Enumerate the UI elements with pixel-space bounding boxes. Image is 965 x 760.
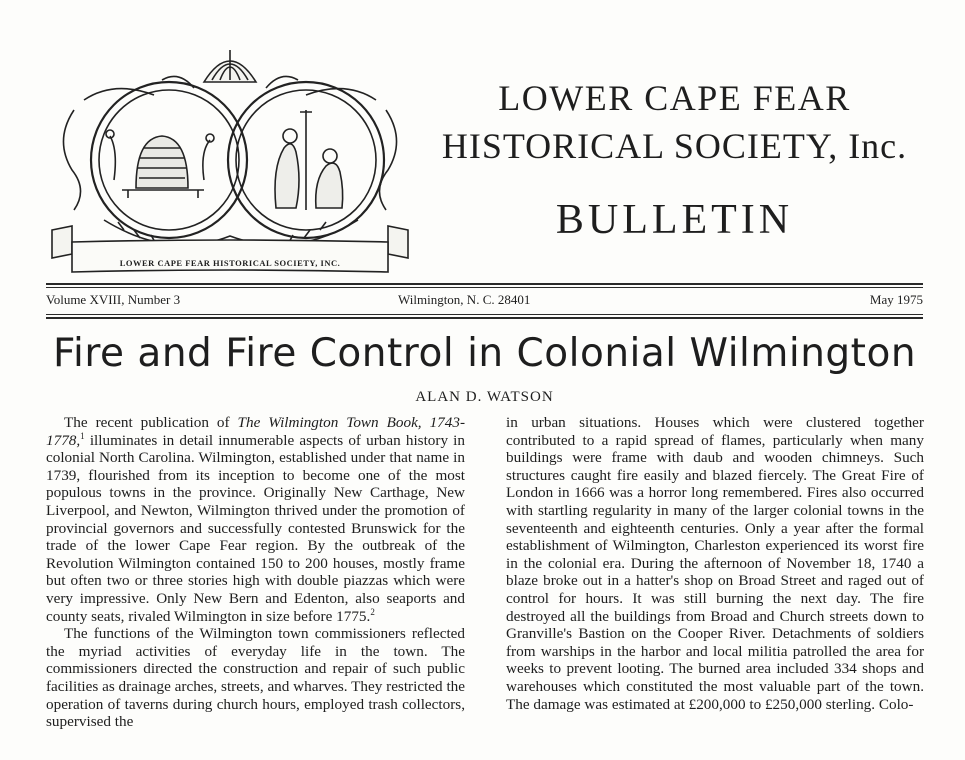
masthead-divider-top xyxy=(46,283,923,285)
issue-date: May 1975 xyxy=(869,292,923,307)
society-seal xyxy=(44,40,416,278)
book-title: The Wilmington Town Book, xyxy=(237,414,422,431)
publication-title: BULLETIN xyxy=(555,197,794,243)
seal-banner-text: LOWER CAPE FEAR HISTORICAL SOCIETY, INC. xyxy=(119,258,341,268)
book-years: 1743-1778, xyxy=(46,414,466,449)
organization-name-line2: HISTORICAL SOCIETY, Inc. xyxy=(441,126,908,166)
paragraph-body: illuminates in detail innumerable aspects of urban history in colonial North Carolina. Wilmington, established under that name in 1739, flourished from its inception to become one of the most populous towns in the province. Originally New Carthage, New Liverpool, and Newton, Wilmington thrived under the promotion of provincial governors and successfully contested Brunswick for the trade of the lower Cape Fear region. By the outbreak of the Revolution Wilmington contained 150 to 200 houses, mostly frame but often two or three stories high with double piazzas which were very impressive. Only New Bern and Edenton, also seaports and county seats, rivaled Wilmington in size before 1775. xyxy=(46,431,465,625)
issue-divider-thin xyxy=(46,314,923,315)
issue-info-bar xyxy=(46,292,923,310)
article-paragraph: in urban situations. Houses which were clustered together contributed to a rapid spread of flames, particularly when many buildings were frame with daub and wooden chimneys. Such structures caught fire easily and blazed fiercely. The Great Fire of London in 1666 was a horror long remembered. Fires also occurred with startling regularity in many of the larger colonial towns in the seventeenth and eighteenth centuries. Only a year after the formal establishment of Wilmington, Charleston experienced its worst fire in the colonial era. During the afternoon of November 18, 1740 a blaze broke out in a hatter's shop on Broad Street and raged out of control for hours. It was still burning the next day. The fire destroyed all the buildings from Broad and Church streets down to Granville's Bastion on the Cooper River. Detachments of soldiers from warships in the harbor and local militia patrolled the area for weeks to prevent looting. The burned area included 334 shops and warehouses which constituted the most valuable part of the town. The damage was estimated at £200,000 to £250,000 sterling. Colo- xyxy=(506,414,924,713)
paragraph-lead: The recent publication of xyxy=(64,414,238,431)
seal-emblem-icon xyxy=(44,40,416,278)
article-right-column xyxy=(506,414,924,713)
issue-divider xyxy=(46,317,923,319)
article-paragraph: The functions of the Wilmington town commissioners reflected the myriad activities of everyday life in the town. The commissioners directed the construction and repair of such public facilities as drainage arches, streets, and wharves. They restricted the operation of taverns during church hours, employed trash collectors, supervised the xyxy=(46,625,465,731)
footnote-marker: 1 xyxy=(80,430,85,441)
article-left-column xyxy=(46,414,465,731)
publication-place: Wilmington, N. C. 28401 xyxy=(398,292,531,307)
volume-number: Volume XVIII, Number 3 xyxy=(46,292,181,307)
masthead-divider-top-thin xyxy=(46,287,923,288)
masthead xyxy=(0,0,965,280)
footnote-marker: 2 xyxy=(370,606,375,617)
article-paragraph xyxy=(46,414,465,625)
article-title: Fire and Fire Control in Colonial Wilmington xyxy=(52,331,917,376)
article-author: ALAN D. WATSON xyxy=(415,389,554,405)
organization-name-line1: LOWER CAPE FEAR xyxy=(498,78,851,118)
